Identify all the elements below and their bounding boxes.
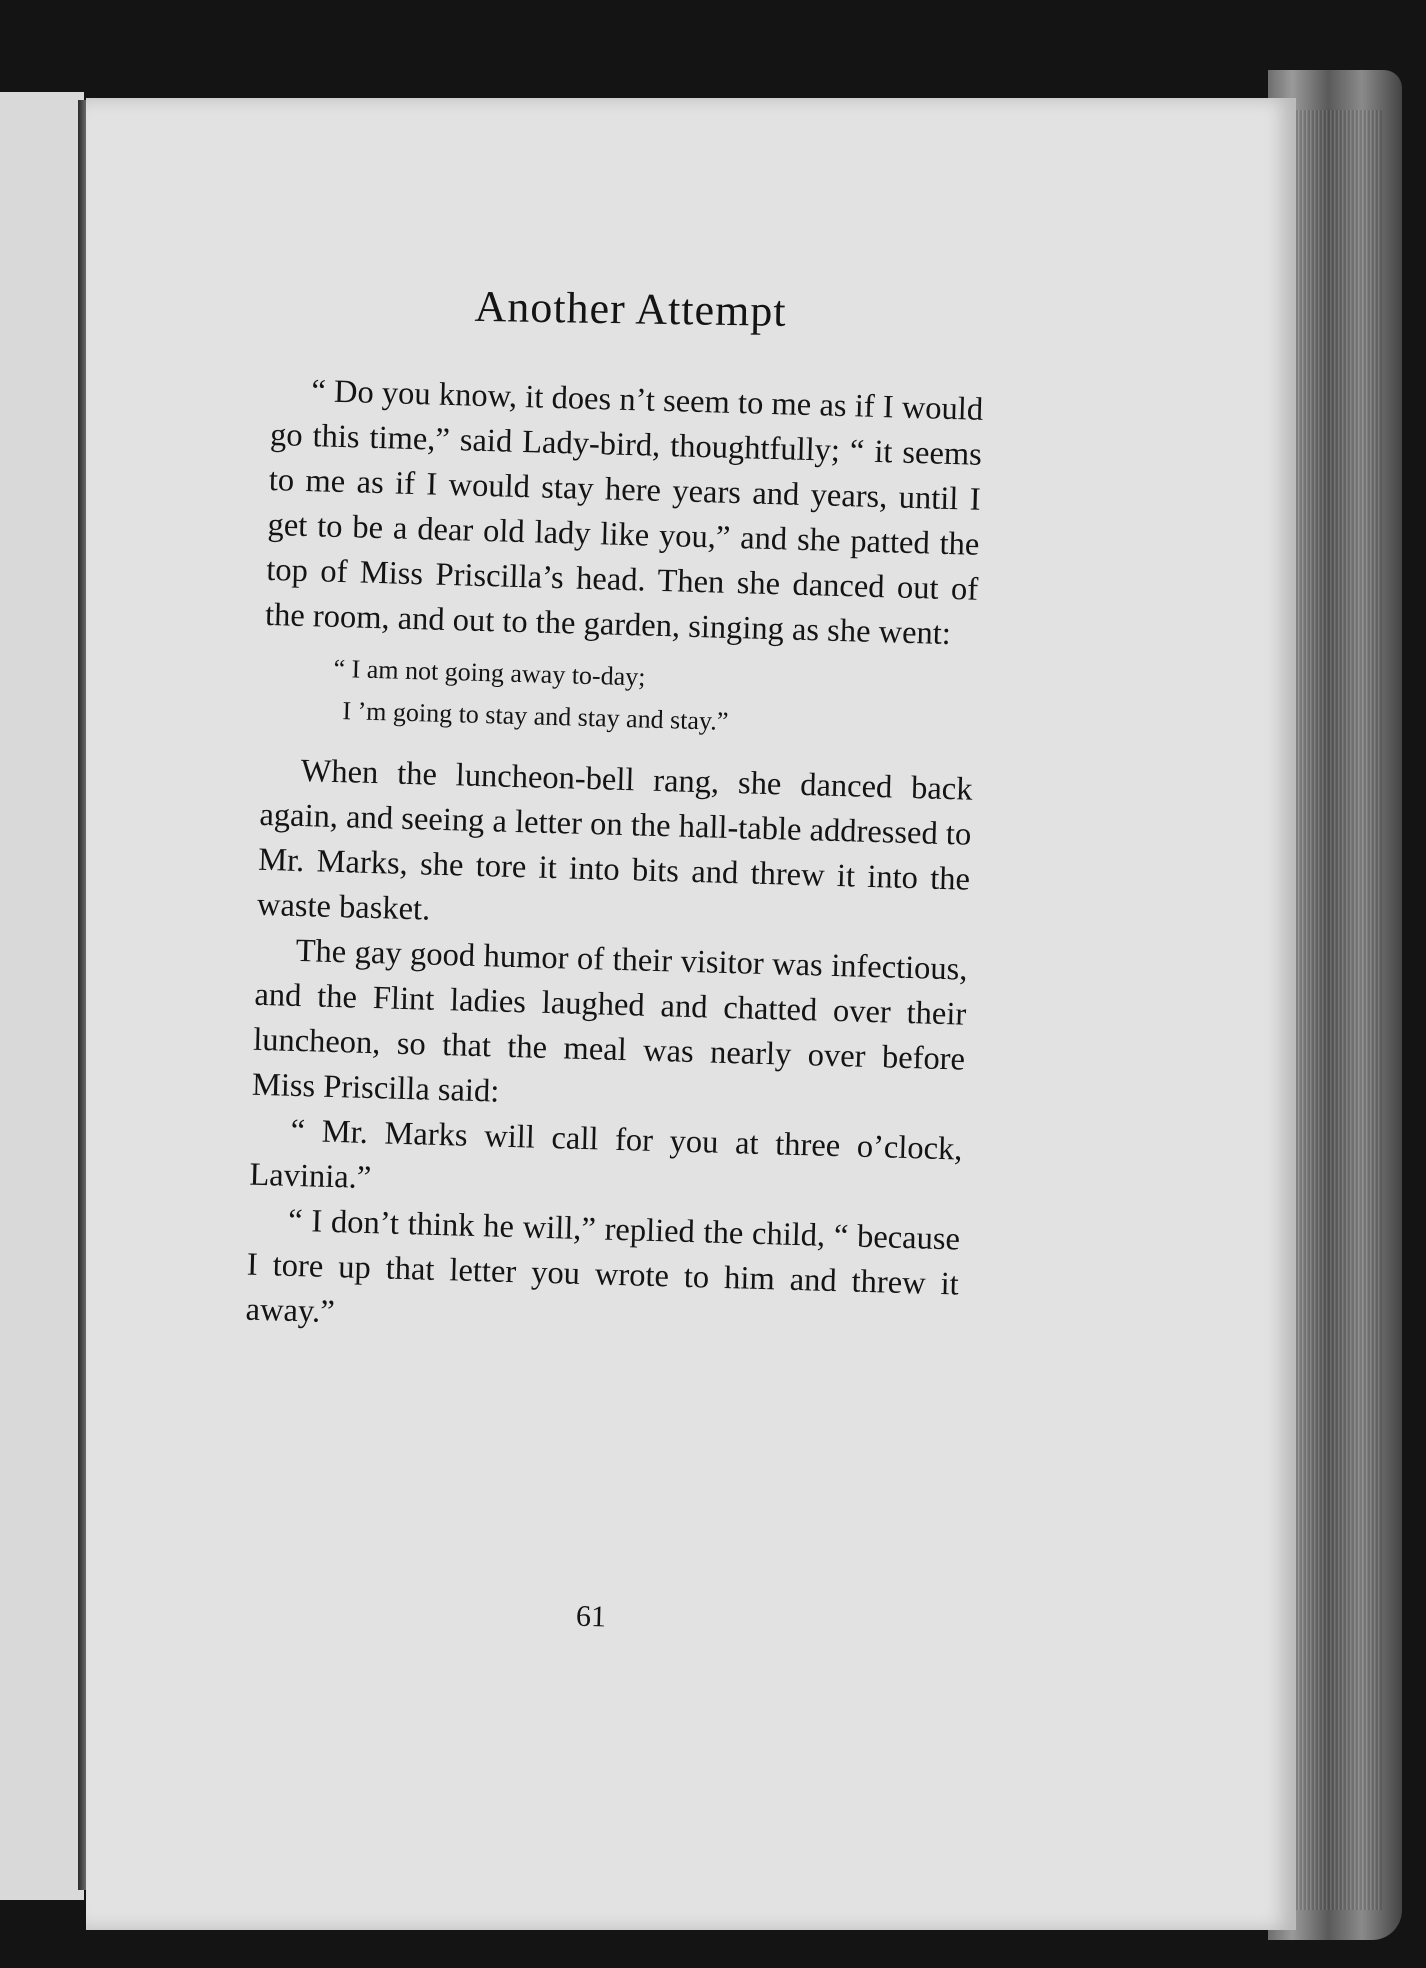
page-body xyxy=(245,368,984,1353)
page-number: 61 xyxy=(575,1599,607,1634)
verse xyxy=(332,648,976,750)
facing-page-edge xyxy=(0,92,84,1900)
verse-line: “ I am not going away to-day; xyxy=(333,653,646,692)
book-gutter xyxy=(78,100,86,1890)
page-edges-texture xyxy=(1282,110,1382,1910)
paragraph: “ Do you know, it does n’t seem to me as if I would go this time,” said Lady-bird, thoughtfully; “ it seems to me as if I would stay here years and years, until I get to be a dear old lady like you,” and she patted the top of Miss Priscilla’s head. Then she danced out of the room, and out to the garden, singing as she went: xyxy=(264,373,984,653)
paragraph: The gay good humor of their visitor was infectious, and the Flint ladies laughed and chatted over their luncheon, so that the meal was nearly over before Miss Priscilla said: xyxy=(251,932,968,1110)
chapter-title: Another Attempt xyxy=(474,281,787,336)
paragraph: “ I don’t think he will,” replied the child, “ because I tore up that letter you wrote to him and threw it away.” xyxy=(245,1202,961,1331)
verse-line: I ’m going to stay and stay and stay.” xyxy=(342,696,729,736)
book-page xyxy=(86,98,1296,1930)
paragraph: When the luncheon-bell rang, she danced back again, and seeing a letter on the hall-table addressed to Mr. Marks, she tore it into bits and threw it into the waste basket. xyxy=(256,752,974,928)
paragraph: “ Mr. Marks will call for you at three o’clock, Lavinia.” xyxy=(248,1112,963,1197)
